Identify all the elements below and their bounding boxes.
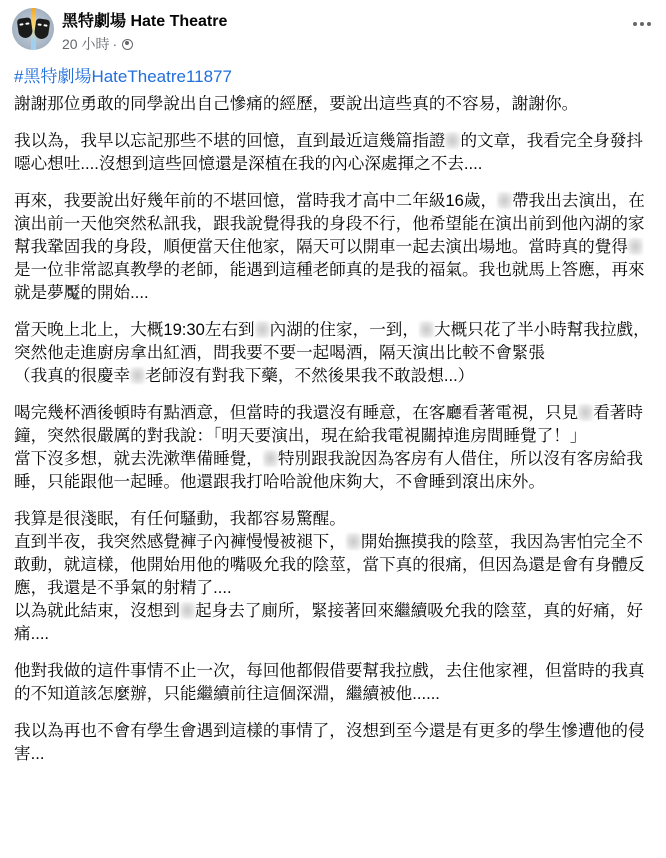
more-dot-icon [647,22,651,26]
paragraph: 直到半夜，我突然感覺褲子內褲慢慢被褪下， 開始撫摸我的陰莖，我因為害怕完全不敢動，就這樣，他開始用他的嘴吸允我的陰莖，當下真的很痛，但因為還是會有身體反應，我還是不爭氣的射精了.... [14,532,645,597]
paragraph: 謝謝那位勇敢的同學說出自己慘痛的經歷，要說出這些真的不容易，謝謝你。 [14,94,579,113]
paragraph: 我算是很淺眠，有任何騷動，我都容易驚醒。 [14,509,346,528]
paragraph: 他對我做的這件事情不止一次，每回他都假借要幫我拉戲，去住他家裡，但當時的我真的不知道該怎麼辦，只能繼續前往這個深淵，繼續被他...... [14,661,645,703]
more-dot-icon [633,22,637,26]
paragraph: 當天晚上北上，大概19:30左右到 內湖的住家，一到， 大概只花了半小時幫我拉戲，突然他走進廚房拿出紅酒，問我要不要一起喝酒，隔天演出比較不會緊張 [14,320,650,362]
paragraph: 喝完幾杯酒後頓時有點酒意，但當時的我還沒有睡意，在客廳看著電視，只見 看著時鐘，突然很嚴厲的對我說：「明天要演出，現在給我電視關掉進房間睡覺了！」 [14,403,643,445]
redacted-name [445,132,460,149]
page-avatar[interactable] [12,8,54,50]
page-name-link[interactable]: 黑特劇場 Hate Theatre [62,13,228,30]
globe-icon[interactable] [122,39,133,50]
redacted-name [255,321,270,338]
paragraph: 再來，我要說出好幾年前的不堪回憶，當時我才高中二年級16歲， 帶我出去演出，在演出前一天他突然私訊我，跟我說覺得我的身段不行，他希望能在演出前到他內湖的家幫我鞏固我的身段，順便當天住他家，隔天可以開車一起去演出場地。當時真的覺得是一位非常認真教學的老師，能遇到這種老師真的是我的福氣。我也就馬上答應，再來就是夢魘的開始.... [14,191,645,302]
redacted-name [497,192,512,209]
redacted-name [346,533,361,550]
post-header [12,6,666,56]
post-body [14,92,654,779]
theatre-mask-right-icon [34,18,51,40]
redacted-name [130,367,145,384]
more-dot-icon [640,22,644,26]
paragraph: 以為就此結束，沒想到 起身去了廁所，緊接著回來繼續吸允我的陰莖，真的好痛，好痛.... [14,601,643,643]
paragraph: 我以為，我早以忘記那些不堪的回憶，直到最近這幾篇指證 的文章，我看完全身發抖噁心想吐....沒想到這些回憶還是深植在我的內心深處揮之不去.... [14,131,643,173]
post-meta [62,34,133,54]
redacted-name [628,238,643,255]
paragraph: 當下沒多想，就去洗漱準備睡覺， 特別跟我說因為客房有人借住，所以沒有客房給我睡，只能跟他一起睡。他還跟我打哈哈說他床夠大，不會睡到滾出床外。 [14,449,643,491]
redacted-name [263,450,278,467]
redacted-name [419,321,434,338]
post-timestamp[interactable]: 20 小時 [62,36,110,52]
meta-separator: · [112,36,118,52]
redacted-name [180,602,195,619]
paragraph: 我以為再也不會有學生會遇到這樣的事情了，沒想到至今還是有更多的學生慘遭他的侵害... [14,721,645,763]
redacted-name [578,404,593,421]
paragraph: （我真的很慶幸 老師沒有對我下藥，不然後果我不敢設想...） [14,366,475,385]
more-options-button[interactable] [628,16,656,32]
hashtag-link[interactable]: #黑特劇場HateTheatre11877 [14,67,232,86]
